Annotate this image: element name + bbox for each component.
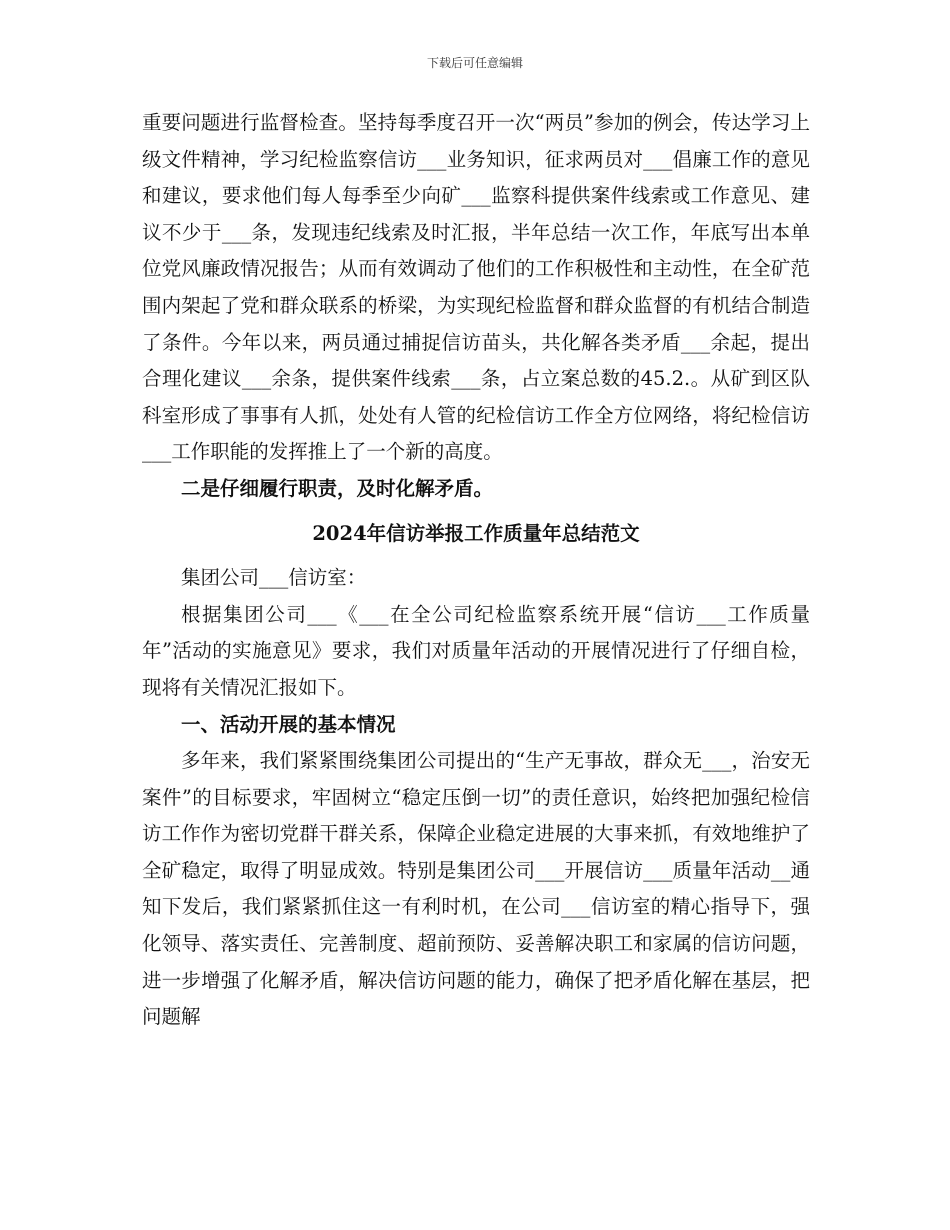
section-heading: 一、活动开展的基本情况 <box>181 712 396 736</box>
salutation: 集团公司___信访室： <box>181 566 367 590</box>
page-header-note: 下载后可任意编辑 <box>426 56 523 70</box>
bold-point-line: 二是仔细履行职责，及时化解矛盾。 <box>181 476 494 500</box>
intro-paragraph: 根据集团公司___《___在全公司纪检监察系统开展“信访___工作质量年”活动的实施意见》要求，我们对质量年活动的开展情况进行了仔细自检，现将有关情况汇报如下。 <box>142 602 810 699</box>
document-title: 2024年信访举报工作质量年总结范文 <box>312 521 640 545</box>
document-page <box>142 105 810 1036</box>
continued-paragraph: 重要问题进行监督检查。坚持每季度召开一次“两员”参加的例会，传达学习上级文件精神，学习纪检监察信访___业务知识，征求两员对___倡廉工作的意见和建议，要求他们每人每季至少向矿___监察科提供案件线索或工作意见、建议不少于___条，发现违纪线索及时汇报，半年总结一次工作，年底写出本单位党风廉政情况报告；从而有效调动了他们的工作积极性和主动性，在全矿范围内架起了党和群众联系的桥梁，为实现纪检监督和群众监督的有机结合制造了条件。今年以来，两员通过捕捉信访苗头，共化解各类矛盾___余起，提出合理化建议___余条，提供案件线索___条，占立案总数的45.2.。从矿到区队科室形成了事事有人抓，处处有人管的纪检信访工作全方位网络，将纪检信访___工作职能的发挥推上了一个新的高度。 <box>142 111 810 464</box>
body-paragraph: 多年来，我们紧紧围绕集团公司提出的“生产无事故，群众无___，治安无案件”的目标要求，牢固树立“稳定压倒一切”的责任意识，始终把加强纪检信访工作作为密切党群干群关系，保障企业稳定进展的大事来抓，有效地维护了全矿稳定，取得了明显成效。特别是集团公司___开展信访___质量年活动__通知下发后，我们紧紧抓住这一有利时机，在公司___信访室的精心指导下，强化领导、落实责任、完善制度、超前预防、妥善解决职工和家属的信访问题，进一步增强了化解矛盾，解决信访问题的能力，确保了把矛盾化解在基层，把问题解 <box>142 749 810 1029</box>
